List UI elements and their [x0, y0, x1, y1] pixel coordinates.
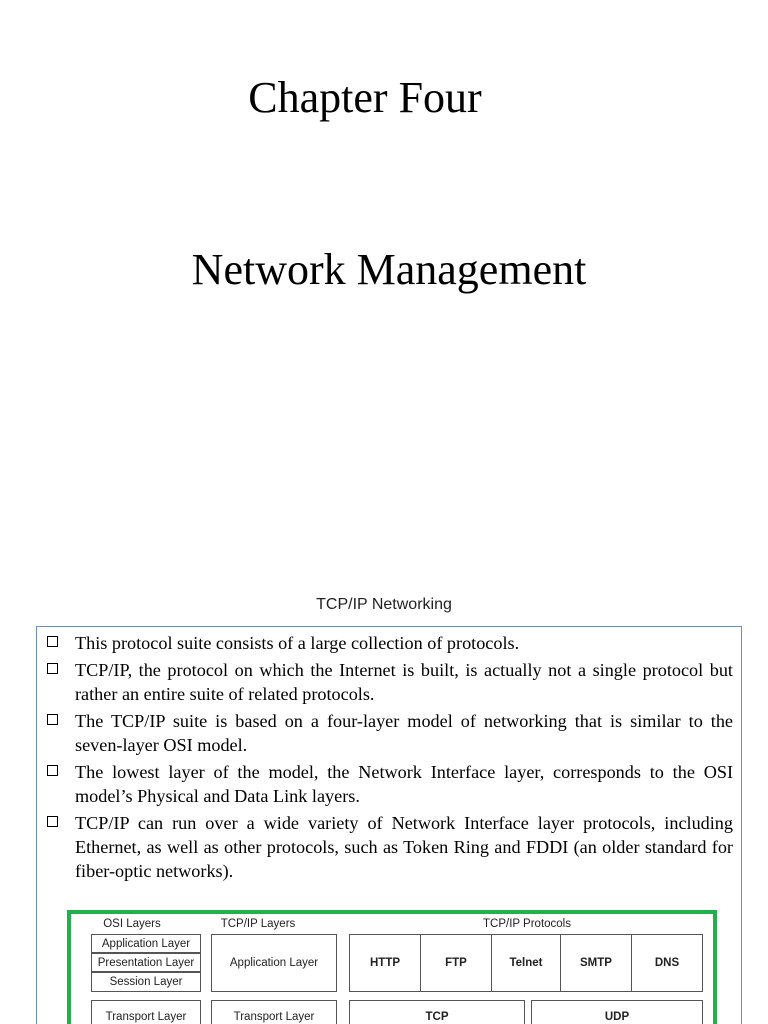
osi-transport-layer: Transport Layer — [91, 1000, 201, 1024]
protocol-udp: UDP — [531, 1000, 703, 1024]
tcpip-transport-layer: Transport Layer — [211, 1000, 337, 1024]
protocol-telnet: Telnet — [491, 934, 561, 992]
list-item: TCP/IP, the protocol on which the Internet is built, is actually not a single protocol but rather an entire suite of related protocols. — [45, 658, 733, 706]
tcpip-layers-header: TCP/IP Layers — [220, 918, 296, 930]
osi-header: OSI Layers — [103, 918, 161, 930]
content-box — [36, 626, 742, 1024]
osi-session-layer: Session Layer — [91, 972, 201, 992]
checkbox-bullet-icon — [47, 816, 58, 827]
tcpip-application-layer: Application Layer — [211, 934, 337, 992]
tcpip-protocols-header: TCP/IP Protocols — [483, 918, 571, 930]
bullet-list — [37, 627, 741, 883]
protocol-tcp: TCP — [349, 1000, 525, 1024]
protocol-smtp: SMTP — [560, 934, 632, 992]
checkbox-bullet-icon — [47, 714, 58, 725]
osi-presentation-layer: Presentation Layer — [91, 953, 201, 972]
checkbox-bullet-icon — [47, 663, 58, 674]
chapter-title: Chapter Four — [248, 73, 482, 122]
list-item: This protocol suite consists of a large collection of protocols. — [45, 631, 733, 655]
protocol-http: HTTP — [349, 934, 421, 992]
osi-application-layer: Application Layer — [91, 934, 201, 953]
list-item: The TCP/IP suite is based on a four-layer model of networking that is similar to the seven-layer OSI model. — [45, 709, 733, 757]
list-item: The lowest layer of the model, the Network Interface layer, corresponds to the OSI model’s Physical and Data Link layers. — [45, 760, 733, 808]
protocol-dns: DNS — [631, 934, 703, 992]
list-item: TCP/IP can run over a wide variety of Network Interface layer protocols, including Ethernet, as well as other protocols, such as Token Ring and FDDI (an older standard for fiber-optic networks). — [45, 811, 733, 883]
slide-title: TCP/IP Networking — [316, 596, 452, 613]
checkbox-bullet-icon — [47, 636, 58, 647]
checkbox-bullet-icon — [47, 765, 58, 776]
chapter-subtitle: Network Management — [191, 245, 587, 294]
protocol-ftp: FTP — [420, 934, 492, 992]
osi-tcpip-diagram — [67, 910, 717, 1024]
